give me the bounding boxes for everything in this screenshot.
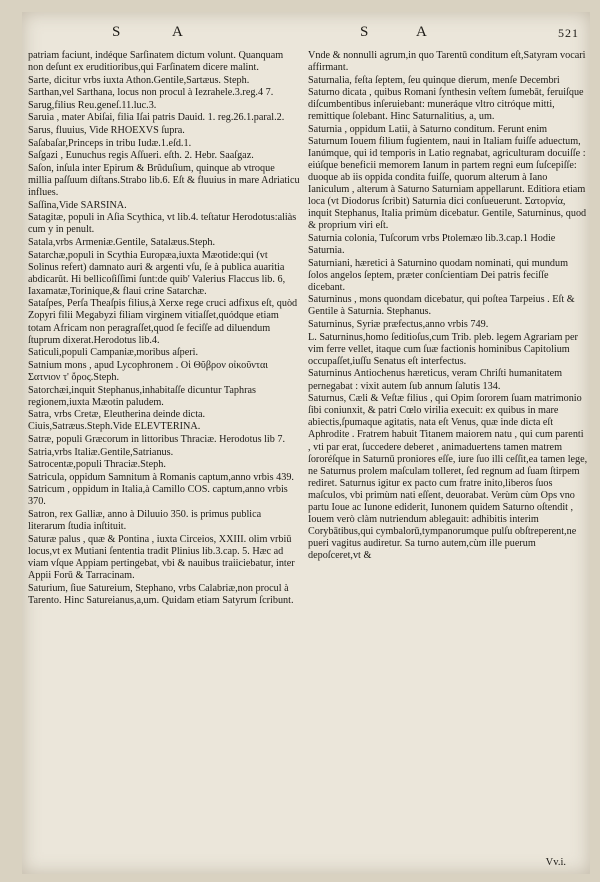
entry: Saturninus , mons quondam dicebatur, qui poſtea Tarpeius . Eſt & Gentile à Saturnia. Stephanus. (308, 294, 575, 318)
entry: patriam faciunt, indéque Sarſinatem dictum volunt. Quanquam non deſunt ex eruditioribus,qui Farſinatem dicere malint. (28, 50, 284, 74)
catchword: Vv.i. (545, 857, 566, 868)
entry: Saturæ palus , quæ & Pontina , iuxta Circeios, XXIII. olim vrbiū locus,vt ex Mutiani ſententia tradit Plinius lib.3.cap. 5. Hæc ad viam vſque Appiam pertingebat, vbi & nauibus traiiciebatur, inter Appii Forū & Tarracinam. (28, 533, 295, 581)
entry: Saruia , mater Abiſai, filia Iſai patris Dauid. 1. reg.26.1.paral.2. (28, 112, 285, 124)
entry: Satrocentæ,populi Thraciæ.Steph. (28, 459, 166, 471)
header-letter-left-2: A (172, 24, 184, 40)
entry: Saturnia , oppidum Latii, à Saturno conditum. Ferunt enim Saturnum Iouem filium fugientem, naui in Italiam fuiſſe aduectum, Ianúmque, qui id temporis in Latio regnabat, agriculturam docuiſſe : eiúſque beneficii memorem Ianum in partem regni eum ſuſcepiſſe: duoque ab iis oppida condita fuiſſe, quorum alterum à Iano Ianiculum , alterum à Saturno Saturniam appellarunt. Editiora etiam loca (vt Diodorus ſcribit) Saturnia dici conſueuerunt. Σατορνία, inquit Stephanus, Italia primùm dicebatur. Gentile, Saturninus, quod & proprium viri eſt. (308, 123, 587, 232)
entry: Saturnia colonia, Tuſcorum vrbs Ptolemæo lib.3.cap.1 Hodie Saturnia. (308, 232, 556, 256)
entry: Saſſina,Vide SARSINA. (28, 199, 127, 211)
header-letter-left-1: S (112, 24, 122, 40)
entry: Saticuli,populi Campaniæ,moribus aſperi. (28, 347, 199, 359)
entry: Saturnus, Cæli & Veſtæ filius , qui Opim ſororem ſuam matrimonio ſibi coniunxit, & patri Cœlo virilia execuit: ex quibus in mare abiectis,ſpumaque agitatis, nata eſt Venus, quæ inde dicta eſt Aphrodite . Fratrem habuit Titanem maiorem natu , qui cum parenti , vti par erat, ſuccedere deberet , animaduertens tamen matrem ſororéſque in Saturnū proniores eſſe, iure ſuo illi ceſſit,ea tamen lege, ne Saturnus prolem maſculam tolleret, ſed regnum ad ſuam ſtirpem rediret. Saturnus igitur ex pacto cum fratre inito,liberos ſuos maſculos, vbi primùm nati eſſent, deuorabat. Verùm cùm Ops vno partu Ioue ac Iunone ediderit, Iunonem quidem Saturno oſtendit , Iouem verò clàm nutriendum ablegauit: adhibitis interim Corybātibus,qui cymbalorū,tympanorumque pulſu obſtreperent,ne pueri vagitus audiretur. Sa turno autem,cùm ille puerum depoſceret,vt & (308, 393, 588, 562)
entry: Saturninus Antiochenus hæreticus, veram Chriſti humanitatem pernegabat : vixit autem ſub annum ſalutis 134. (308, 368, 563, 392)
entry: Sarus, fluuius, Vide RHOEXVS ſupra. (28, 125, 185, 137)
entry: Saſabaſar,Princeps in tribu Iudæ.1.eſd.1. (28, 137, 192, 149)
entry: Satricum , oppidum in Italia,à Camillo COS. captum,anno vrbis 370. (28, 484, 288, 508)
entry: Saſgazi , Eunuchus regis Aſſueri. eſth. 2. Hebr. Saaſgaz. (28, 150, 254, 162)
running-header (22, 24, 590, 46)
entry: Satræ, populi Græcorum in littoribus Thraciæ. Herodotus lib 7. (28, 433, 286, 445)
entry: Saturnalia, feſta ſeptem, ſeu quinque dierum, menſe Decembri Saturno dicata , quibus Romani ſynthesin veſtem ſumebāt, feruiſque diſcumbentibus inſeruiebant: muneráque vltro citróque mitti, remittique ſolebant. Hinc Saturnalitius, a, um. (308, 74, 584, 122)
left-column (28, 50, 300, 860)
entry: Satarchæ,populi in Scythia Europæa,iuxta Mæotide:qui (vt Solinus refert) damnato auri & argenti vſu, ſe à publica auaritia abdicarût. Hi bellicoſiſſimi ſunt:de quib' Valerius Flaccus lib. 6, Iaxamatæ,Torinique,& flaui crine Satarchæ. (28, 249, 286, 297)
entry: Satagitæ, populi in Aſia Scythica, vt lib.4. teſtatur Herodotus:aliàs cum y in penult. (28, 212, 297, 236)
entry: Saturninus, Syriæ præfectus,anno vrbis 749. (308, 319, 489, 331)
entry: L. Saturninus,homo ſeditioſus,cum Trib. pleb. legem Agrariam per vim ferre vellet, itaque cum ſuæ factionis hominibus Capitolium occupaſſet,iuſſu Senatus eſt interfectus. (308, 331, 578, 367)
header-letter-right-1: S (360, 24, 370, 40)
entry: Satra, vrbs Cretæ, Eleutherina deinde dicta. Ciuis,Satræus.Steph.Vide ELEVTERINA. (28, 409, 206, 433)
right-column (308, 50, 588, 860)
entry: Satorchæi,inquit Stephanus,inhabitaſſe dicuntur Taphras regionem,iuxta Mæotin paludem. (28, 384, 256, 408)
entry: Satricula, oppidum Samnitum à Romanis captum,anno vrbis 439. (28, 471, 294, 483)
entry: Satria,vrbs Italiæ.Gentile,Satrianus. (28, 446, 174, 458)
entry: Satala,vrbs Armeniæ.Gentile, Satalæus.Steph. (28, 236, 216, 248)
entry: Saturniani, hæretici à Saturnino quodam nominati, qui mundum ſolos angelos ſeptem, præter conſcientiam Dei patris feciſſe dicebant. (308, 257, 569, 293)
entry: Sarug,filius Reu.geneſ.11.luc.3. (28, 99, 157, 111)
book-page (22, 12, 590, 874)
page-number: 521 (558, 26, 579, 40)
entry: Saſon, inſula inter Epirum & Brûduſium, quinque ab vtroque millia paſſuum diſtans.Strabo lib.6. Eſt & fluuius in mare Adriaticu influes. (28, 162, 300, 199)
header-letter-right-2: A (416, 24, 428, 40)
entry: Sarte, dicitur vrbs iuxta Athon.Gentile,Sartæus. Steph. (28, 74, 250, 86)
entry: Satron, rex Galliæ, anno à Diluuio 350. is primus publica literarum ſtudia inſtituit. (28, 508, 262, 533)
entry: Sataſpes, Perſa Theaſpis filius,à Xerxe rege cruci adfixus eſt, quòd Zopyri filii Megabyzi filiam virginem vitiaſſet,quódque etiam totam Africam non peragraſſet,quod ſe feciſſe ad diluendum ſtuprum dixerat.Herodotus lib.4. (28, 298, 298, 346)
entry: Sarthan,vel Sarthana, locus non procul à Iezrahele.3.reg.4 7. (28, 87, 274, 99)
entry: Satnium mons , apud Lycophronem . Οἱ Θῦβρον οἰκοῦνται Σατνιον τ' ὄρος.Steph. (28, 359, 269, 383)
entry: Saturium, ſiue Satureium, Stephano, vrbs Calabriæ,non procul à Tarento. Hinc Satureianus,a,um. Quidam etiam Satyrum ſcribunt. (28, 582, 294, 606)
entry: Vnde & nonnulli agrum,in quo Tarentū conditum eſt,Satyram vocari affirmant. (308, 50, 586, 74)
